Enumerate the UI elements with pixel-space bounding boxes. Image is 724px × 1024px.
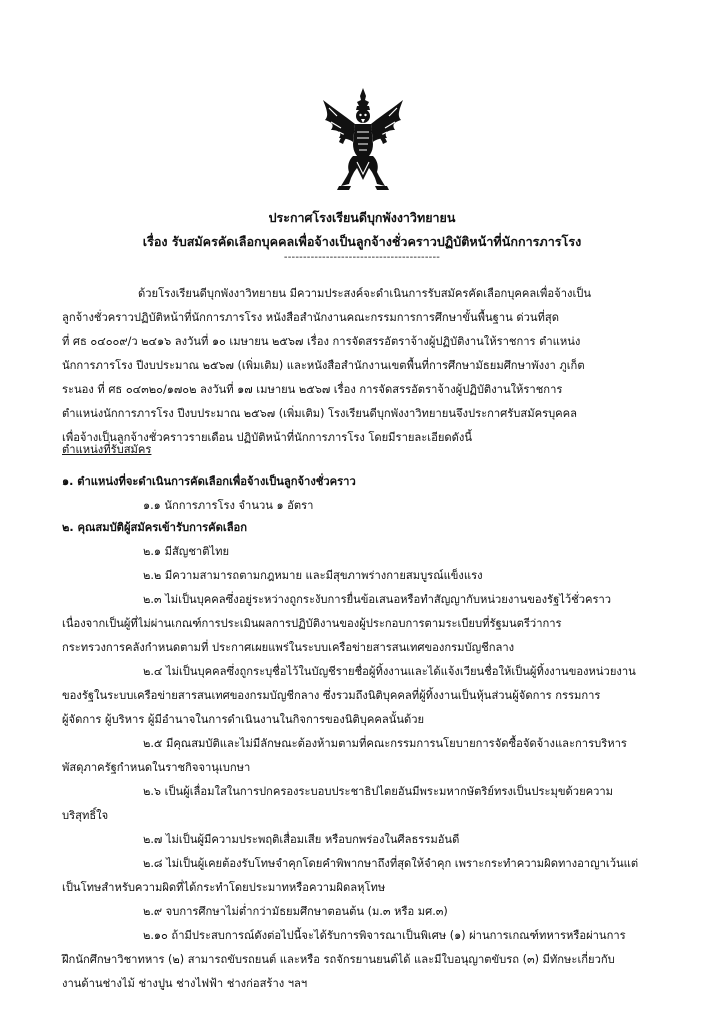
qualification-item: ๒.๕ มีคุณสมบัติและไม่มีลักษณะต้องห้ามตามที่คณะกรรมการนโยบายการจัดซื้อจัดจ้างและการบริหาร <box>143 737 627 750</box>
intro-line: ลูกจ้างชั่วคราวปฏิบัติหน้าที่นักการภารโรง หนังสือสำนักงานคณะกรรมการการศึกษาขั้นพื้นฐาน ด่วนที่สุด <box>62 311 560 324</box>
qualification-item-cont: งานด้านช่างไม้ ช่างปูน ช่างไฟฟ้า ช่างก่อสร้าง ฯลฯ <box>62 977 308 990</box>
qualification-item-cont: เนื่องจากเป็นผู้ที่ไม่ผ่านเกณฑ์การประเมินผลการปฏิบัติงานของผู้ประกอบการตามระเบียบที่รัฐมนตรีว่าการ <box>62 617 562 630</box>
section-1-heading: ๑. ตำแหน่งที่จะดำเนินการคัดเลือกเพื่อจ้างเป็นลูกจ้างชั่วคราว <box>62 475 356 488</box>
intro-line: ที่ ศธ ๐๔๐๐๙/ว ๒๔๑๖ ลงวันที่ ๑๐ เมษายน ๒๕๖๗ เรื่อง การจัดสรรอัตราจ้างผู้ปฏิบัติงานให้ราชการ ตำแหน่ง <box>62 335 581 348</box>
qualification-item: ๒.๖ เป็นผู้เลื่อมใสในการปกครองระบอบประชาธิปไตยอันมีพระมหากษัตริย์ทรงเป็นประมุขด้วยความ <box>143 785 614 798</box>
qualification-item-cont: กระทรวงการคลังกำหนดตามที่ ประกาศเผยแพร่ในระบบเครือข่ายสารสนเทศของกรมบัญชีกลาง <box>62 641 515 654</box>
intro-line: ระนอง ที่ ศธ ๐๔๓๒๐/๑๗๐๒ ลงวันที่ ๑๗ เมษายน ๒๕๖๗ เรื่อง การจัดสรรอัตราจ้างผู้ปฏิบัติงานให้ราชการ <box>62 383 563 396</box>
qualification-item-cont: ของรัฐในระบบเครือข่ายสารสนเทศของกรมบัญชีกลาง ซึ่งรวมถึงนิติบุคคลที่ผู้ทิ้งงานเป็นหุ้นส่วนผู้จัดการ กรรมการ <box>62 689 601 702</box>
intro-line: ด้วยโรงเรียนดีบุกพังงาวิทยายน มีความประสงค์จะดำเนินการรับสมัครคัดเลือกบุคคลเพื่อจ้างเป็น <box>138 287 592 300</box>
announcement-subject: เรื่อง รับสมัครคัดเลือกบุคคลเพื่อจ้างเป็นลูกจ้างชั่วคราวปฏิบัติหน้าที่นักการภารโรง <box>142 234 582 249</box>
garuda-emblem-icon <box>317 86 409 192</box>
intro-line: ตำแหน่งนักการภารโรง ปีงบประมาณ ๒๕๖๗ (เพิ่มเติม) โรงเรียนดีบุกพังงาวิทยายนจึงประกาศรับสมัครบุคคล <box>62 407 578 420</box>
qualification-item: ๒.๔ ไม่เป็นบุคคลซึ่งถูกระบุชื่อไว้ในบัญชีรายชื่อผู้ทิ้งงานและได้แจ้งเวียนชื่อให้เป็นผู้ทิ้งงานของหน่วยงาน <box>143 665 636 678</box>
qualification-item-cont: พัสดุภาครัฐกำหนดในราชกิจจานุเบกษา <box>62 761 251 774</box>
section-1-item: ๑.๑ นักการภารโรง จำนวน ๑ อัตรา <box>143 499 314 512</box>
qualification-item-cont: ฝึกนักศึกษาวิชาทหาร (๒) สามารถขับรถยนต์ และหรือ รถจักรยานยนต์ได้ และมีใบอนุญาตขับรถ (๓) มีทักษะเกี่ยวกับ <box>62 953 615 966</box>
section-label: ตำแหน่งที่รับสมัคร <box>62 443 152 456</box>
intro-line: นักการภารโรง ปีงบประมาณ ๒๕๖๗ (เพิ่มเติม) และหนังสือสำนักงานเขตพื้นที่การศึกษามัธยมศึกษาพังงา ภูเก็ต <box>62 359 585 372</box>
intro-line: เพื่อจ้างเป็นลูกจ้างชั่วคราวรายเดือน ปฏิบัติหน้าที่นักการภารโรง โดยมีรายละเอียดดังนี้ <box>62 431 473 444</box>
qualification-item: ๒.๓ ไม่เป็นบุคคลซึ่งอยู่ระหว่างถูกระงับการยื่นข้อเสนอหรือทำสัญญากับหน่วยงานของรัฐไว้ชั่วคราว <box>143 593 612 606</box>
qualification-item: ๒.๑ มีสัญชาติไทย <box>143 545 230 558</box>
qualification-item-cont: ผู้จัดการ ผู้บริหาร ผู้มีอำนาจในการดำเนินงานในกิจการของนิติบุคคลนั้นด้วย <box>62 713 425 726</box>
qualification-item: ๒.๑๐ ถ้ามีประสบการณ์ดังต่อไปนี้จะได้รับการพิจารณาเป็นพิเศษ (๑) ผ่านการเกณฑ์ทหารหรือผ่านการ <box>143 929 626 942</box>
qualification-item: ๒.๗ ไม่เป็นผู้มีความประพฤติเสื่อมเสีย หรือบกพร่องในศีลธรรมอันดี <box>143 833 460 846</box>
qualification-item-cont: เป็นโทษสำหรับความผิดที่ได้กระทำโดยประมาทหรือความผิดลหุโทษ <box>62 881 386 894</box>
qualification-item-cont: บริสุทธิ์ใจ <box>62 809 109 822</box>
qualification-item: ๒.๒ มีความสามารถตามกฎหมาย และมีสุขภาพร่างกายสมบูรณ์แข็งแรง <box>143 569 483 582</box>
qualification-item: ๒.๘ ไม่เป็นผู้เคยต้องรับโทษจำคุกโดยคำพิพากษาถึงที่สุดให้จำคุก เพราะกระทำความผิดทางอาญาเว้นแต่ <box>143 857 639 870</box>
qualification-item: ๒.๙ จบการศึกษาไม่ต่ำกว่ามัธยมศึกษาตอนต้น (ม.๓ หรือ มศ.๓) <box>143 905 448 918</box>
title-divider: ----------------------------------------- <box>283 252 441 263</box>
announcement-title: ประกาศโรงเรียนดีบุกพังงาวิทยายน <box>268 210 456 225</box>
section-2-heading: ๒. คุณสมบัติผู้สมัครเข้ารับการคัดเลือก <box>62 521 248 534</box>
